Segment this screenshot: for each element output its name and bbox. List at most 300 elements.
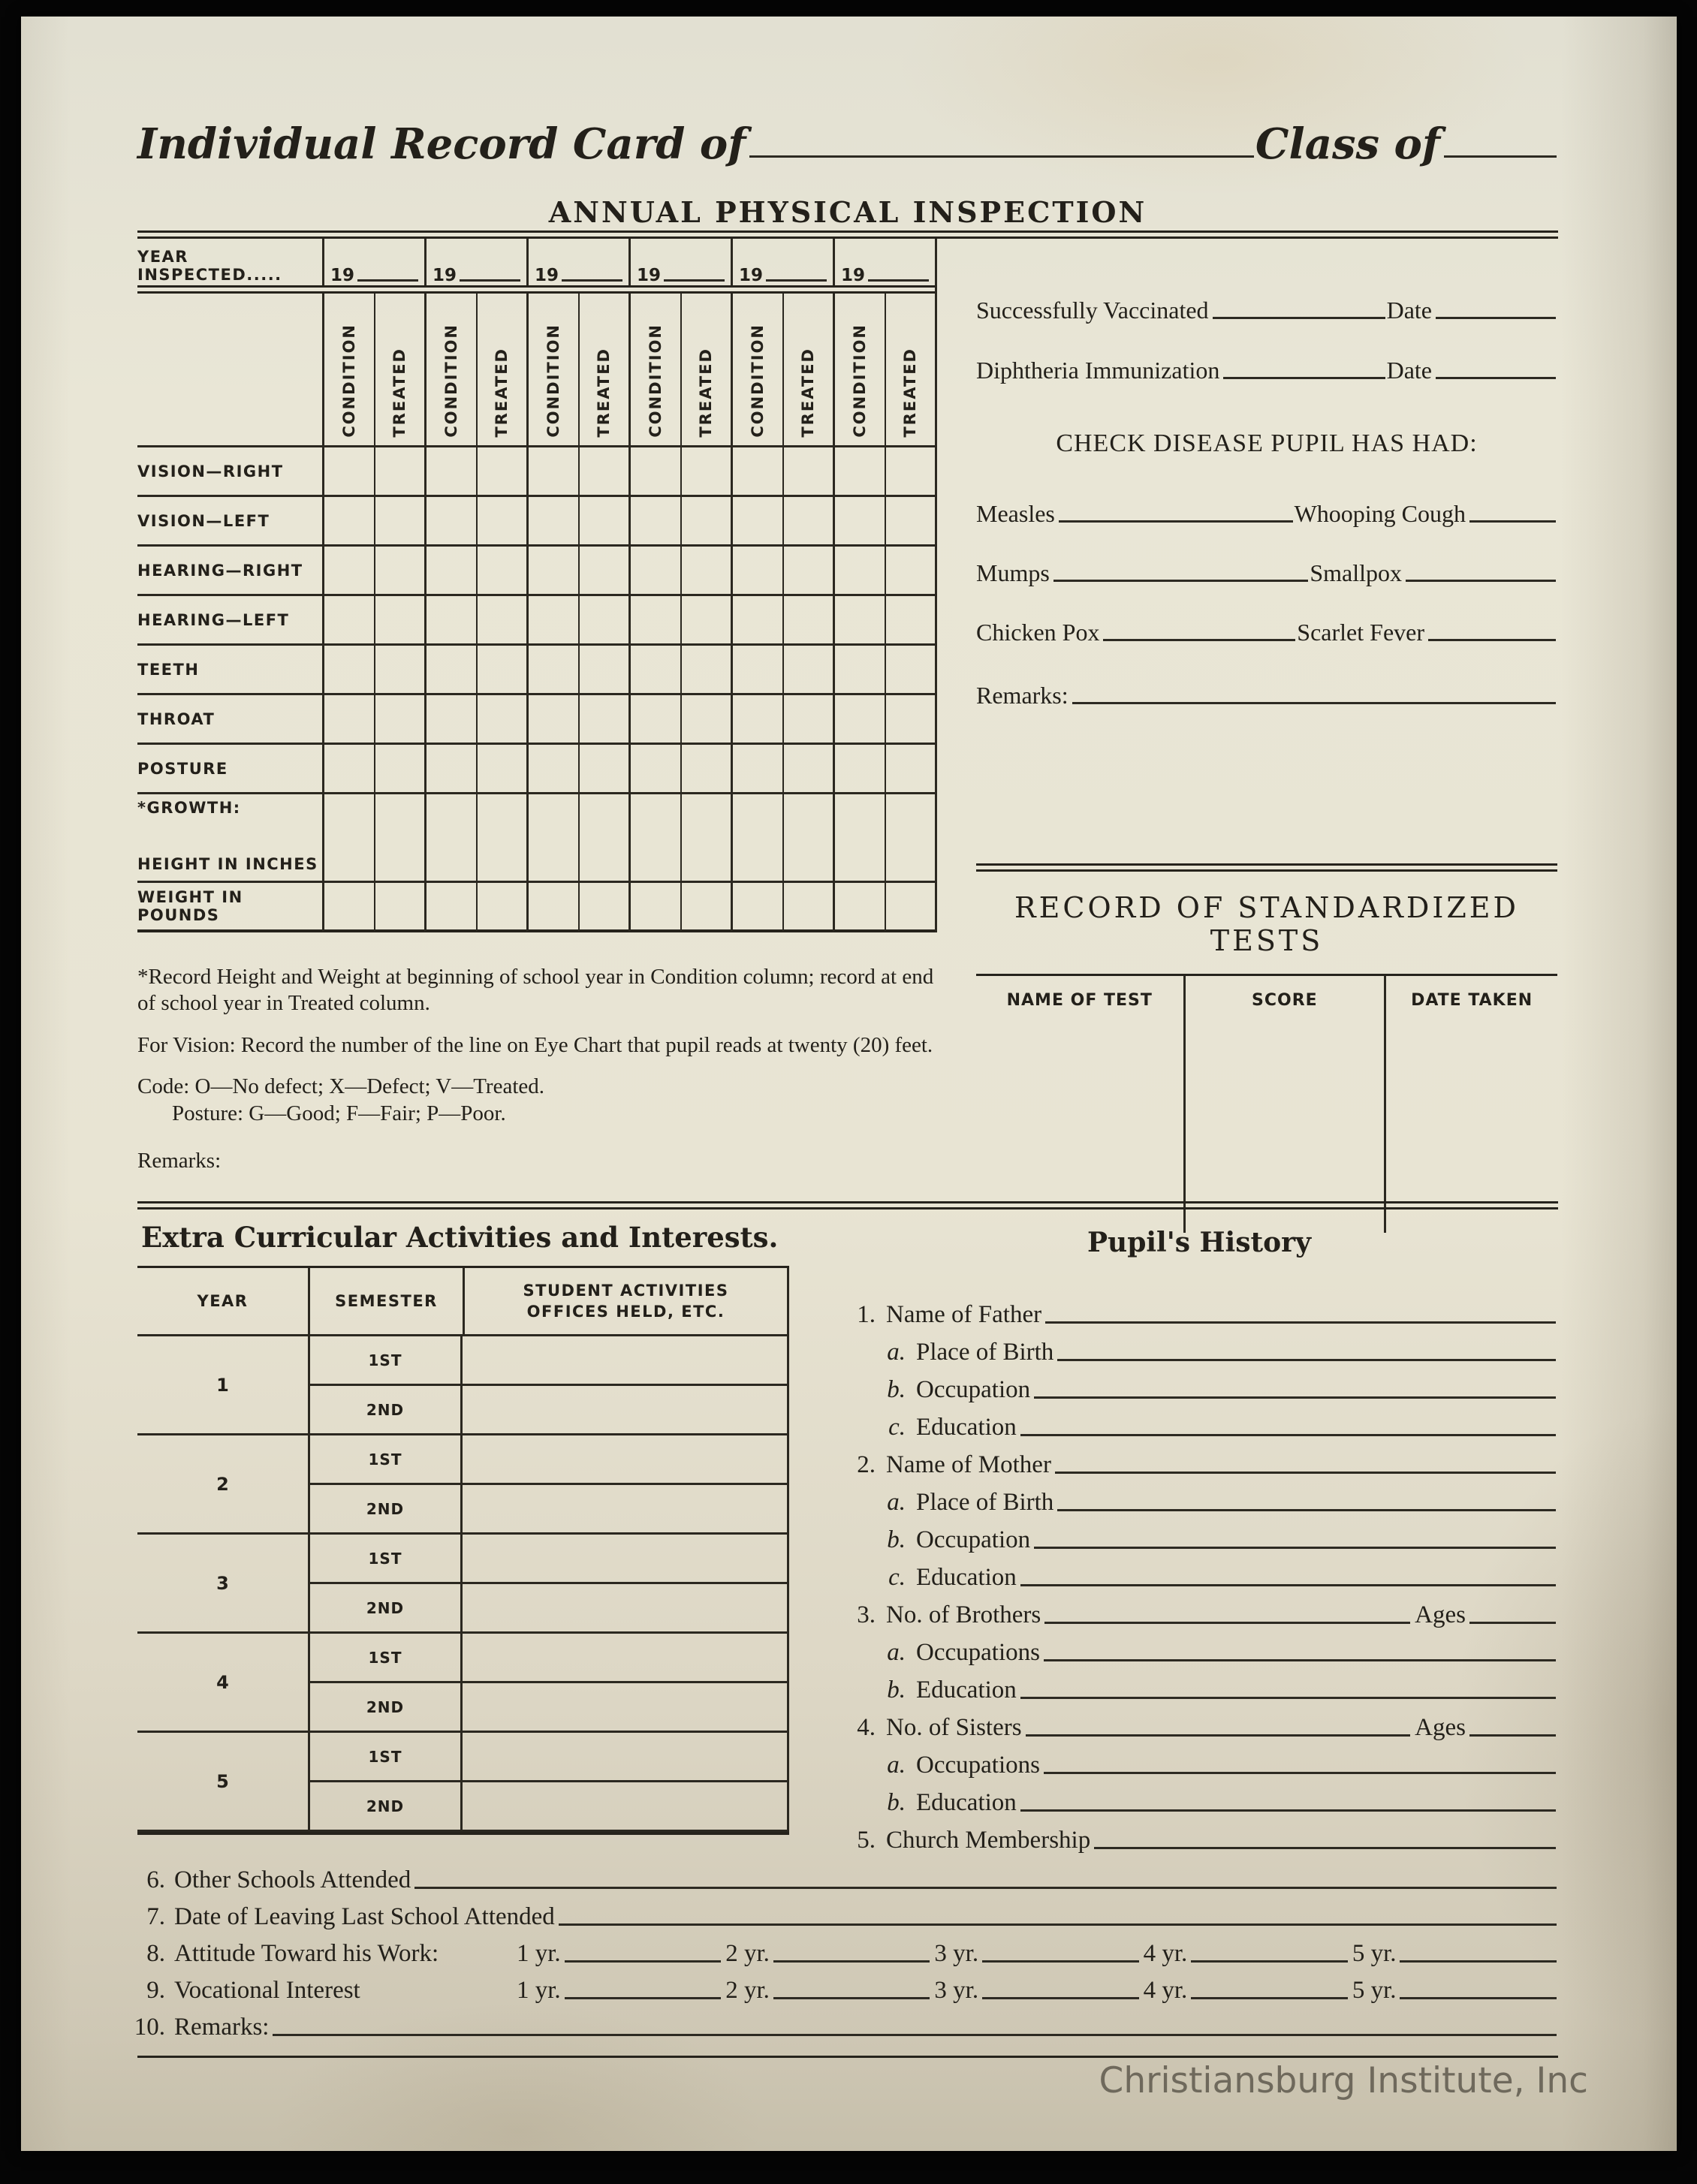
history-item-label: No. of Brothers [886, 1601, 1041, 1628]
inspection-cell [628, 497, 680, 547]
health-panel [976, 278, 1557, 709]
bottom-item [116, 1968, 1558, 2005]
inspection-cell [322, 447, 374, 497]
activities-cell [460, 1435, 789, 1485]
inspection-cell [628, 596, 680, 646]
inspection-cell [833, 497, 885, 547]
history-item [841, 1817, 1557, 1854]
semester-cell: 1ST [308, 1435, 460, 1485]
watermark: Christiansburg Institute, Inc [1099, 2060, 1588, 2101]
year-blank-line [664, 279, 725, 282]
inspection-cell [628, 794, 680, 883]
condition-header: CONDITION [442, 324, 460, 438]
vaccinated-blank-line [1213, 317, 1385, 319]
history-subitem [841, 1479, 1557, 1517]
inspection-cell [374, 794, 425, 883]
activities-cell [460, 1485, 789, 1535]
year-cell [322, 239, 424, 285]
inspection-cell [833, 547, 885, 596]
semester-cell: 2ND [308, 1485, 460, 1535]
inspection-cell [680, 794, 731, 883]
inspection-cell [833, 447, 885, 497]
inspection-cell [424, 695, 476, 745]
history-item-label: Occupation [916, 1376, 1031, 1403]
inspection-cell [782, 883, 833, 932]
inspection-cell [628, 646, 680, 695]
vaccinated-row [976, 278, 1557, 324]
table-row [137, 646, 935, 695]
history-item [841, 1592, 1557, 1629]
inspection-cell [476, 794, 527, 883]
inspection-cell [578, 596, 629, 646]
blank-line [1400, 1997, 1557, 1999]
inspection-cell [680, 447, 731, 497]
activities-column-semester: SEMESTER [308, 1268, 463, 1334]
blank-line [1020, 1809, 1556, 1812]
blank-line [1057, 1359, 1556, 1361]
history-subitem [841, 1779, 1557, 1817]
history-item-label: Church Membership [886, 1827, 1091, 1854]
table-row [137, 596, 935, 646]
inspection-cell [782, 547, 833, 596]
inspection-cell [885, 745, 936, 794]
year-cell [628, 239, 731, 285]
year-1-label: 1 yr. [517, 1977, 561, 2004]
history-item-label: Education [916, 1414, 1017, 1441]
blank-line [1020, 1434, 1556, 1436]
inspection-cell [731, 447, 782, 497]
bottom-item-number: 7. [146, 1903, 165, 1930]
history-subitem [841, 1629, 1557, 1667]
ages-label: Ages [1415, 1714, 1466, 1741]
activities-column-year: YEAR [197, 1292, 249, 1310]
year-columns [322, 239, 935, 285]
disease-measles-label: Measles [976, 500, 1055, 527]
table-row [137, 497, 935, 547]
bottom-item-label: Date of Leaving Last School Attended [174, 1903, 555, 1930]
table-row [137, 695, 935, 745]
inspection-cell [731, 883, 782, 932]
treated-header: TREATED [493, 348, 511, 438]
history-item-letter: a. [887, 1752, 906, 1779]
activities-cell [460, 1584, 789, 1634]
history-subitem [841, 1667, 1557, 1704]
inspection-cell [526, 695, 578, 745]
inspection-cell [782, 447, 833, 497]
vaccinated-date-blank-line [1436, 317, 1556, 319]
table-row-growth [137, 794, 935, 883]
inspection-cell [628, 447, 680, 497]
inspection-cell [680, 646, 731, 695]
inspection-cell [424, 547, 476, 596]
inspection-cell [424, 497, 476, 547]
tests-table [976, 976, 1557, 1233]
year-cell [526, 239, 628, 285]
year-inspected-label: YEAR INSPECTED..... [137, 248, 282, 284]
bottom-item [116, 1857, 1558, 1894]
inspection-cell [628, 745, 680, 794]
history-subitem [841, 1554, 1557, 1592]
activities-column-line2: OFFICES HELD, ETC. [526, 1303, 725, 1321]
inspection-cell [322, 646, 374, 695]
inspection-cell [526, 596, 578, 646]
blank-line [414, 1887, 1557, 1889]
code-note: Code: O—No defect; X—Defect; V—Treated. [137, 1074, 545, 1099]
growth-note: *Record Height and Weight at beginning of school year in Condition column; record at end of school year in Treated column. [137, 965, 934, 1016]
inspection-cell [374, 547, 425, 596]
inspection-cell [476, 695, 527, 745]
activities-cell [460, 1733, 789, 1782]
inspection-cell [782, 745, 833, 794]
bottom-item-number: 8. [146, 1940, 165, 1967]
inspection-cell [374, 497, 425, 547]
health-remarks-row [976, 646, 1557, 709]
treated-header: TREATED [595, 348, 613, 438]
inspection-cell [782, 497, 833, 547]
inspection-cell [628, 695, 680, 745]
table-row [137, 745, 935, 794]
disease-mumps-label: Mumps [976, 559, 1050, 586]
inspection-cell [680, 596, 731, 646]
inspection-cell [526, 745, 578, 794]
disease-chicken-pox-label: Chicken Pox [976, 619, 1100, 646]
blank-line [982, 1997, 1139, 1999]
inspection-cell [476, 547, 527, 596]
row-label-vision-left: VISION—LEFT [137, 497, 322, 547]
inspection-cell [374, 695, 425, 745]
inspection-cell [374, 883, 425, 932]
activities-cell [460, 1683, 789, 1733]
inspection-cell [578, 497, 629, 547]
history-item-number: 5. [857, 1827, 876, 1854]
inspection-cell [731, 695, 782, 745]
treated-header: TREATED [697, 348, 716, 438]
activities-header-row [137, 1268, 789, 1336]
inspection-cell [526, 497, 578, 547]
name-blank-line [749, 155, 1254, 158]
inspection-cell [424, 596, 476, 646]
inspection-cell [885, 646, 936, 695]
history-item-label: Education [916, 1789, 1017, 1816]
year-prefix: 19 [841, 266, 866, 285]
tests-title: RECORD OF STANDARDIZED TESTS [1014, 891, 1519, 957]
inspection-cell [885, 547, 936, 596]
section-title: ANNUAL PHYSICAL INSPECTION [548, 195, 1147, 229]
blank-line [1044, 1772, 1556, 1774]
condition-header: CONDITION [544, 324, 562, 438]
inspection-cell [322, 547, 374, 596]
history-item-label: Occupation [916, 1526, 1031, 1553]
blank-line [1191, 1960, 1348, 1963]
activities-cell [460, 1336, 789, 1386]
inspection-cell [885, 447, 936, 497]
inspection-cell [885, 695, 936, 745]
diphtheria-date-blank-line [1436, 377, 1556, 379]
activities-grid [137, 1336, 789, 1835]
vision-note: For Vision: Record the number of the line on Eye Chart that pupil reads at twenty (20) feet. [137, 1032, 933, 1057]
bottom-item-label: Vocational Interest [174, 1977, 360, 2004]
tests-column-name: NAME OF TEST [1006, 991, 1153, 1010]
inspection-cell [680, 745, 731, 794]
history-item [841, 1704, 1557, 1742]
ages-blank-line [1469, 1622, 1556, 1624]
year-1-label: 1 yr. [517, 1940, 561, 1967]
history-item-label: Education [916, 1676, 1017, 1704]
history-item [841, 1441, 1557, 1479]
semester-cell: 1ST [308, 1634, 460, 1683]
inspection-cell [526, 447, 578, 497]
inspection-cell [731, 646, 782, 695]
inspection-cell [526, 794, 578, 883]
blank-line [565, 1997, 722, 1999]
standardized-tests-section [976, 863, 1557, 1233]
history-item-letter: b. [887, 1789, 906, 1816]
year-cell [833, 239, 935, 285]
subcolumn-headers [322, 294, 935, 447]
history-subitem [841, 1742, 1557, 1779]
inspection-cell [833, 794, 885, 883]
inspection-cell [833, 745, 885, 794]
inspection-cell [782, 695, 833, 745]
inspection-table [137, 239, 937, 932]
inspection-cell [578, 547, 629, 596]
tests-column-score: SCORE [1183, 976, 1385, 1233]
class-blank-line [1444, 155, 1557, 158]
condition-header: CONDITION [339, 324, 358, 438]
inspection-cell [578, 447, 629, 497]
inspection-cell [628, 547, 680, 596]
inspection-cell [731, 497, 782, 547]
blank-line [1045, 1321, 1556, 1324]
chicken-pox-blank-line [1103, 639, 1295, 641]
year-prefix: 19 [433, 266, 457, 285]
history-item-letter: a. [887, 1489, 906, 1516]
inspection-cell [578, 695, 629, 745]
history-item-label: Occupations [916, 1639, 1040, 1666]
table-row [137, 883, 935, 932]
inspection-cell [833, 596, 885, 646]
inspection-cell [628, 883, 680, 932]
blank-line [559, 1923, 1557, 1926]
vaccinated-label: Successfully Vaccinated [976, 297, 1209, 324]
card-title: Individual Record Card of [137, 119, 746, 169]
notes-remarks-label: Remarks: [137, 1148, 222, 1173]
inspection-cell [424, 646, 476, 695]
mumps-blank-line [1053, 580, 1309, 582]
row-label-throat: THROAT [137, 695, 322, 745]
bottom-item-label: Attitude Toward his Work: [174, 1940, 439, 1967]
subcolumn-header-row [137, 294, 935, 447]
inspection-cell [374, 447, 425, 497]
condition-header: CONDITION [646, 324, 665, 438]
treated-header: TREATED [799, 348, 818, 438]
activities-title: Extra Curricular Activities and Interests. [141, 1221, 779, 1254]
history-item-number: 1. [857, 1301, 876, 1328]
blank-line [1094, 1847, 1556, 1849]
measles-blank-line [1059, 520, 1293, 523]
scarlet-fever-blank-line [1428, 639, 1556, 641]
year-5-label: 5 yr. [1352, 1977, 1397, 2004]
disease-row [976, 468, 1557, 528]
history-item-number: 2. [857, 1451, 876, 1478]
inspection-cell [782, 646, 833, 695]
disease-scarlet-fever-label: Scarlet Fever [1297, 619, 1424, 646]
year-blank-line [868, 279, 929, 282]
inspection-cell [731, 745, 782, 794]
disease-smallpox-label: Smallpox [1310, 559, 1402, 586]
inspection-cell [424, 794, 476, 883]
record-card-paper [21, 17, 1677, 2151]
history-item-label: No. of Sisters [886, 1714, 1022, 1741]
semester-cell: 2ND [308, 1683, 460, 1733]
inspection-cell [680, 883, 731, 932]
bottom-item-number: 6. [146, 1866, 165, 1893]
history-subitem [841, 1366, 1557, 1404]
blank-line [1044, 1659, 1556, 1661]
ages-blank-line [1469, 1734, 1556, 1737]
history-item-label: Occupations [916, 1752, 1040, 1779]
row-label-hearing-right: HEARING—RIGHT [137, 547, 322, 596]
year-cell [424, 239, 526, 285]
inspection-cell [322, 794, 374, 883]
history-subitem [841, 1517, 1557, 1554]
history-subitem [841, 1404, 1557, 1441]
inspection-cell [476, 646, 527, 695]
row-label-vision-right: VISION—RIGHT [137, 447, 322, 497]
history-item-label: Place of Birth [916, 1489, 1054, 1516]
posture-note: Posture: G—Good; F—Fair; P—Poor. [172, 1101, 506, 1125]
blank-line [1026, 1734, 1411, 1737]
inspection-cell [322, 497, 374, 547]
year-4-label: 4 yr. [1143, 1977, 1188, 2004]
year-4-cell: 4 [137, 1634, 308, 1733]
blank-line [565, 1960, 722, 1963]
year-prefix: 19 [535, 266, 559, 285]
activities-table [137, 1266, 789, 1835]
year-prefix: 19 [739, 266, 764, 285]
year-3-cell: 3 [137, 1535, 308, 1634]
year-3-label: 3 yr. [934, 1940, 979, 1967]
treated-header: TREATED [390, 348, 409, 438]
bottom-item [116, 1931, 1558, 1968]
blank-line [1034, 1396, 1556, 1399]
history-item-letter: a. [887, 1339, 906, 1366]
inspection-cell [476, 745, 527, 794]
health-remarks-blank-line [1072, 702, 1556, 704]
year-4-label: 4 yr. [1143, 1940, 1188, 1967]
year-blank-line [460, 279, 520, 282]
blank-line [773, 1960, 930, 1963]
inspection-cell [885, 497, 936, 547]
bottom-item-label: Other Schools Attended [174, 1866, 411, 1893]
smallpox-blank-line [1406, 580, 1556, 582]
bottom-item [116, 2005, 1558, 2041]
pupils-history-list [841, 1291, 1557, 1854]
inspection-cell [578, 794, 629, 883]
inspection-cell [885, 883, 936, 932]
year-2-label: 2 yr. [725, 1940, 770, 1967]
year-2-label: 2 yr. [725, 1977, 770, 2004]
inspection-cell [476, 497, 527, 547]
year-3-label: 3 yr. [934, 1977, 979, 2004]
condition-header: CONDITION [748, 324, 767, 438]
history-item-letter: a. [887, 1639, 906, 1666]
year-2-cell: 2 [137, 1435, 308, 1535]
inspection-cell [374, 646, 425, 695]
inspection-cell [322, 745, 374, 794]
year-cell [731, 239, 833, 285]
inspection-cell [374, 745, 425, 794]
bottom-item [116, 1894, 1558, 1931]
row-label-posture: POSTURE [137, 745, 322, 794]
history-item-label: Name of Mother [886, 1451, 1051, 1478]
inspection-notes [137, 964, 945, 1189]
history-item-label: Name of Father [886, 1301, 1042, 1328]
inspection-cell [885, 596, 936, 646]
inspection-cell [526, 646, 578, 695]
inspection-cell [680, 695, 731, 745]
semester-cell: 1ST [308, 1336, 460, 1386]
activities-cell [460, 1535, 789, 1584]
inspection-cell [578, 646, 629, 695]
inspection-cell [680, 497, 731, 547]
class-of-label: Class of [1255, 119, 1440, 169]
blank-line [1191, 1997, 1348, 1999]
year-prefix: 19 [330, 266, 355, 285]
inspection-cell [526, 883, 578, 932]
inspection-cell [476, 596, 527, 646]
activities-column-line1: STUDENT ACTIVITIES [523, 1281, 729, 1300]
inspection-cell [322, 596, 374, 646]
inspection-cell [322, 883, 374, 932]
inspection-header-row [137, 239, 935, 285]
inspection-cell [424, 883, 476, 932]
blank-line [1044, 1622, 1410, 1624]
inspection-cell [322, 695, 374, 745]
history-item-letter: b. [887, 1526, 906, 1553]
semester-cell: 2ND [308, 1782, 460, 1832]
inspection-cell [833, 695, 885, 745]
bottom-item-label: Remarks: [174, 2014, 270, 2041]
blank-line [1400, 1960, 1557, 1963]
blank-line [1020, 1697, 1556, 1699]
blank-line [1057, 1509, 1556, 1511]
inspection-cell [476, 883, 527, 932]
inspection-cell [374, 596, 425, 646]
card-title-row [137, 101, 1558, 169]
activities-column-activities [463, 1268, 789, 1334]
condition-header: CONDITION [850, 324, 869, 438]
activities-cell [460, 1386, 789, 1435]
history-item-letter: c. [888, 1414, 906, 1441]
semester-cell: 2ND [308, 1584, 460, 1634]
activities-cell [460, 1782, 789, 1832]
bottom-items-list [116, 1857, 1558, 2041]
diphtheria-label: Diphtheria Immunization [976, 357, 1220, 384]
inspection-cell [680, 547, 731, 596]
header-divider [137, 285, 935, 294]
history-item-letter: b. [887, 1376, 906, 1403]
year-1-cell: 1 [137, 1336, 308, 1435]
disease-row [976, 528, 1557, 587]
history-item-letter: b. [887, 1676, 906, 1704]
disease-whooping-cough-label: Whooping Cough [1294, 500, 1466, 527]
inspection-cell [731, 547, 782, 596]
bottom-item-number: 10. [134, 2014, 165, 2041]
inspection-cell [833, 646, 885, 695]
row-label-hearing-left: HEARING—LEFT [137, 596, 322, 646]
row-label-weight: WEIGHT IN POUNDS [137, 883, 322, 932]
